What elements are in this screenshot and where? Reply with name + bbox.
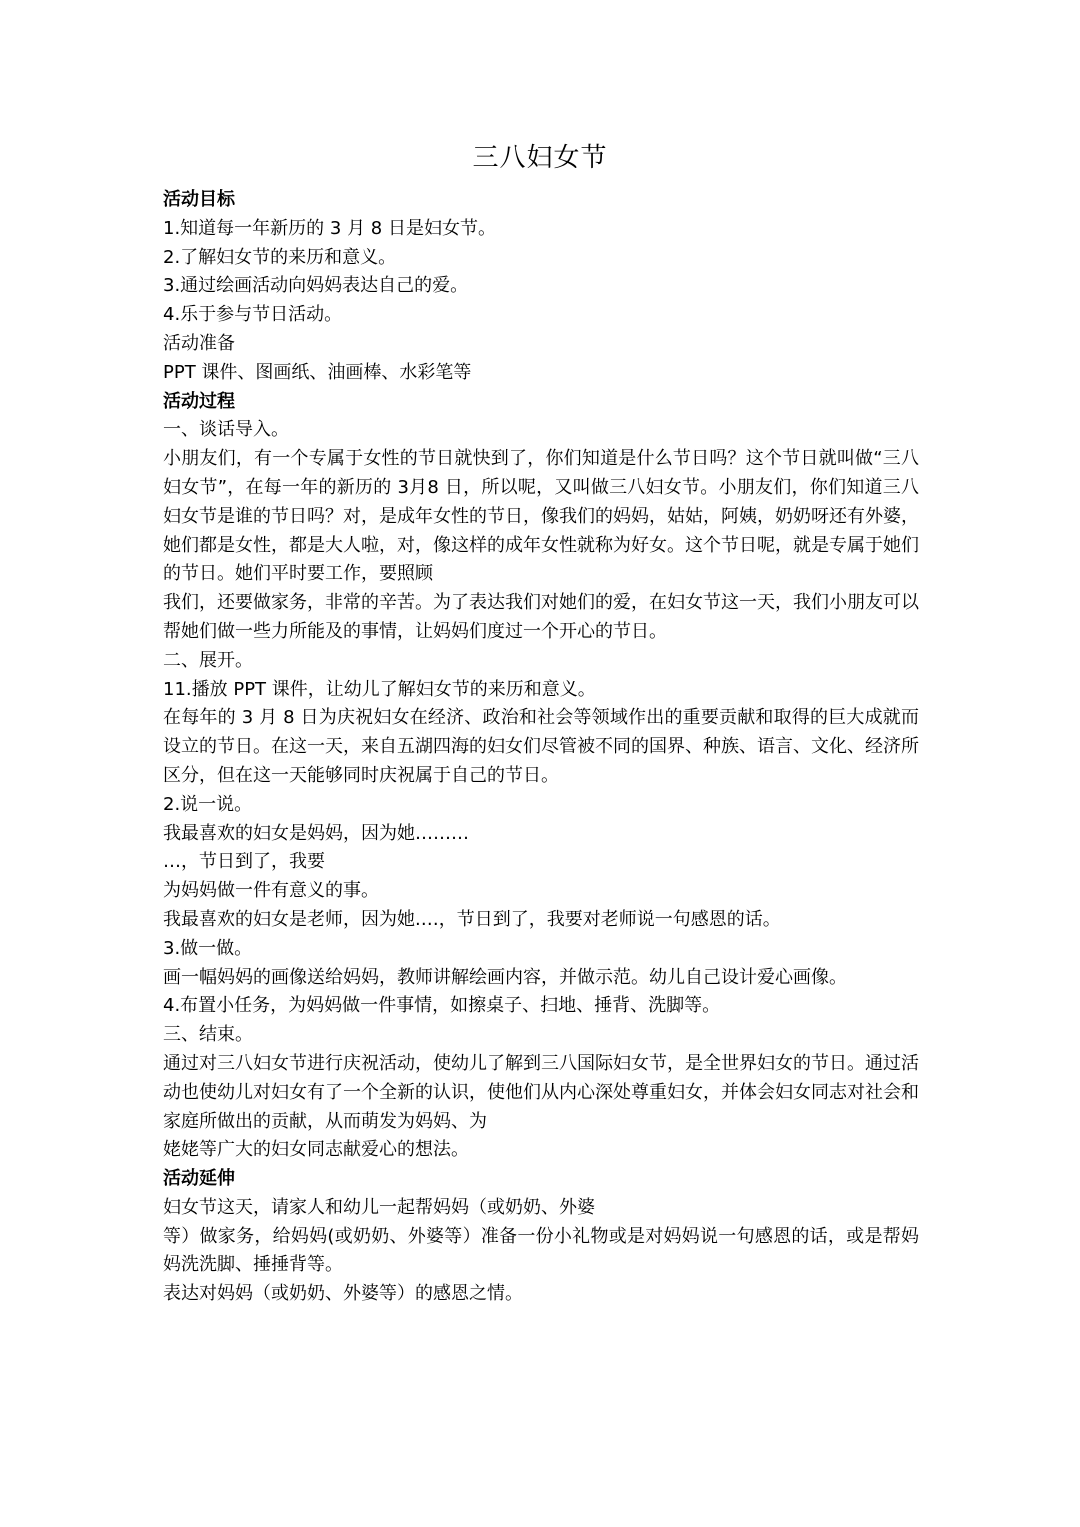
goal-item: 3.通过绘画活动向妈妈表达自己的爱。 [163, 275, 469, 297]
text-line: 我最喜欢的妇女是妈妈，因为她……… [163, 822, 469, 844]
paragraph: 在每年的 3 月 8 日为庆祝妇女在经济、政治和社会等领域作出的重要贡献和取得的巨大成就而设立的节日。在这一天，来自五湖四海的妇女们尽管被不同的国界、种族、语言、文化、经济所区分，但在这一天能够同时庆祝属于自己的节日。 [163, 707, 919, 786]
goal-item: 2.了解妇女节的来历和意义。 [163, 246, 397, 268]
text-line: 表达对妈妈（或奶奶、外婆等）的感恩之情。 [163, 1283, 523, 1305]
goal-item: 4.乐于参与节日活动。 [163, 304, 343, 326]
section-heading: 二、展开。 [163, 649, 253, 671]
section-heading: 一、谈话导入。 [163, 419, 289, 441]
goal-item: 1.知道每一年新历的 3 月 8 日是妇女节。 [163, 217, 496, 239]
text-line: 姥姥等广大的妇女同志献爱心的想法。 [163, 1139, 469, 1161]
paragraph: 我们，还要做家务，非常的辛苦。为了表达我们对她们的爱，在妇女节这一天，我们小朋友可以帮她们做一些力所能及的事情，让妈妈们度过一个开心的节日。 [163, 592, 919, 642]
step-item: 4.布置小任务，为妈妈做一件事情，如擦桌子、扫地、捶背、洗脚等。 [163, 995, 721, 1017]
prep-heading: 活动准备 [163, 332, 235, 354]
paragraph: 小朋友们，有一个专属于女性的节日就快到了，你们知道是什么节日吗？这个节日就叫做“三八妇女节”，在每一年的新历的 3月8 日，所以呢，又叫做三八妇女节。小朋友们，你们知道三八妇女节是谁的节日吗？对，是成年女性的节日，像我们的妈妈，姑姑，阿姨，奶奶呀还有外婆，她们都是女性，都是大人啦，对，像这样的成年女性就称为好女。这个节日呢，就是专属于她们的节日。她们平时要工作，要照顾 [163, 448, 919, 585]
step-item: 2.说一说。 [163, 793, 253, 815]
goals-heading: 活动目标 [163, 189, 235, 210]
text-line: …，节日到了，我要 [163, 851, 325, 873]
text-line: 为妈妈做一件有意义的事。 [163, 880, 379, 902]
text-line: 画一幅妈妈的画像送给妈妈，教师讲解绘画内容，并做示范。幼儿自己设计爱心画像。 [163, 966, 847, 988]
process-heading: 活动过程 [163, 390, 235, 412]
section-heading: 三、结束。 [163, 1024, 253, 1046]
text-line: 我最喜欢的妇女是老师，因为她.…，节日到了，我要对老师说一句感恩的话。 [163, 908, 781, 930]
text-line: 妇女节这天，请家人和幼儿一起帮妈妈（或奶奶、外婆 [163, 1196, 595, 1218]
step-item: 11.播放 PPT 课件，让幼儿了解妇女节的来历和意义。 [163, 678, 596, 700]
page-title: 三八妇女节 [472, 143, 608, 173]
paragraph: 等）做家务，给妈妈(或奶奶、外婆等）准备一份小礼物或是对妈妈说一句感恩的话，或是帮妈妈洗洗脚、捶捶背等。 [163, 1225, 919, 1276]
document-body [163, 186, 919, 1309]
paragraph: 通过对三八妇女节进行庆祝活动，使幼儿了解到三八国际妇女节，是全世界妇女的节日。通过活动也使幼儿对妇女有了一个全新的认识，使他们从内心深处尊重妇女，并体会妇女同志对社会和家庭所做出的贡献，从而萌发为妈妈、为 [163, 1052, 919, 1132]
prep-text: PPT 课件、图画纸、油画棒、水彩笔等 [163, 361, 472, 383]
step-item: 3.做一做。 [163, 937, 253, 959]
extension-heading: 活动延伸 [163, 1168, 235, 1190]
